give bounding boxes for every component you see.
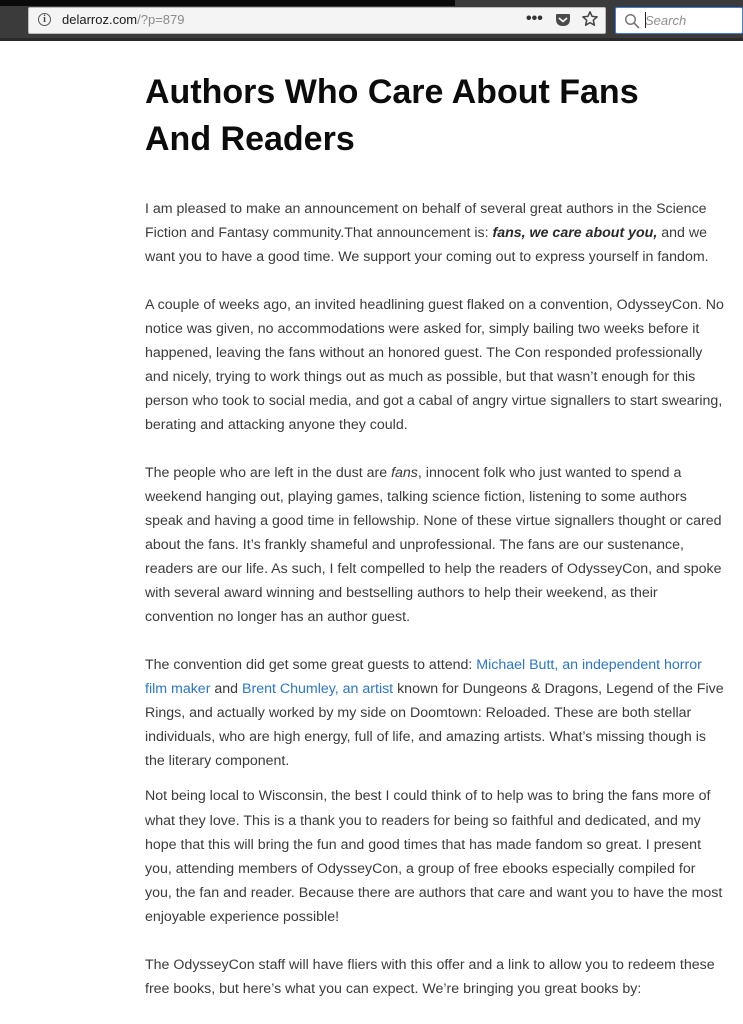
paragraph-fliers: The OdysseyCon staff will have fliers with this offer and a link to allow you to redeem these free books, but here’s what you can expect. We’re bringing you great books by:: [145, 956, 715, 997]
info-icon[interactable]: i: [38, 13, 51, 26]
url-text[interactable]: [62, 12, 185, 27]
text-run: , innocent folk who just wanted to spend a weekend hanging out, playing games, talking science fiction, listening to some authors speak and having a good time in fellowship. None of these virtue signallers thought or cared about the fans. It’s frankly shameful and unprofessional. The fans are our sustenance, readers are our life. As such, I felt compelled to help the readers of OdysseyCon, and spoke with several award winning and bestselling authors to help their weekend, as their convention no longer has an author guest.: [145, 464, 722, 626]
emphasis-text: fans, we care about you,: [492, 225, 658, 242]
bookmark-star-icon[interactable]: [581, 10, 599, 28]
pocket-icon[interactable]: [555, 12, 571, 28]
paragraph-fans: [145, 461, 725, 630]
page-title: Authors Who Care About Fans And Readers: [145, 73, 639, 158]
link-brent-chumley[interactable]: Brent Chumley, an artist: [242, 681, 394, 698]
search-input[interactable]: [645, 11, 737, 30]
text-caret: [645, 12, 646, 28]
search-icon: [624, 13, 640, 29]
article-body: [145, 197, 725, 1024]
paragraph-free-ebooks: Not being local to Wisconsin, the best I could think of to help was to bring the fans more of what they love. This is a thank you to readers for being so faithful and dedicated, and my hope that this will bring the fun and good times that has made fandom so great. I present you, attending members of OdysseyCon, a group of free ebooks especially compiled for you, the fan and reader. Because there are authors that care and want you to have the most enjoyable experience possible!: [145, 788, 723, 925]
url-host: delarroz.com: [62, 12, 138, 27]
text-run: and: [210, 681, 242, 698]
text-run: known for Dungeons & Dragons, Legend of the Five Rings, and actually worked by my side on Doomtown: Reloaded. These are both stellar individuals, who are high energy, full of life, and amazing artists. What’s missing though is the literary component.: [145, 681, 724, 770]
address-bar[interactable]: [28, 7, 606, 34]
menu-dots-icon[interactable]: •••: [526, 10, 543, 27]
paragraph-intro: [145, 197, 725, 269]
url-path: /?p=879: [137, 12, 185, 27]
text-run: The convention did get some great guests to attend:: [145, 657, 477, 673]
text-run: I am pleased to make an announcement on behalf of several great authors in the Science Fiction and Fantasy community.That announcement is:: [145, 201, 707, 242]
italic-fans: fans: [391, 464, 418, 481]
link-michael-butt[interactable]: Michael Butt, an independent horror film maker: [145, 657, 702, 698]
text-run: and we want you to have a good time. We support your coming out to express yourself in fandom.: [145, 225, 709, 266]
paragraph-flaked-guest: A couple of weeks ago, an invited headlining guest flaked on a convention, OdysseyCon. No notice was given, no accommodations were asked for, simply bailing two weeks before it happened, leaving the fans without an honored guest. The Con responded professionally and nicely, trying to work things out as much as possible, but that wasn’t enough for this person who took to social media, and got a cabal of angry virtue signallers to start swearing, berating and attacking anyone they could.: [145, 296, 724, 434]
browser-toolbar: [0, 6, 743, 38]
text-run: The people who are left in the dust are: [145, 464, 392, 481]
search-box[interactable]: [615, 7, 743, 34]
page-content: [0, 41, 743, 1024]
emphasis-run: [493, 225, 658, 241]
paragraph-guests: [145, 653, 725, 773]
